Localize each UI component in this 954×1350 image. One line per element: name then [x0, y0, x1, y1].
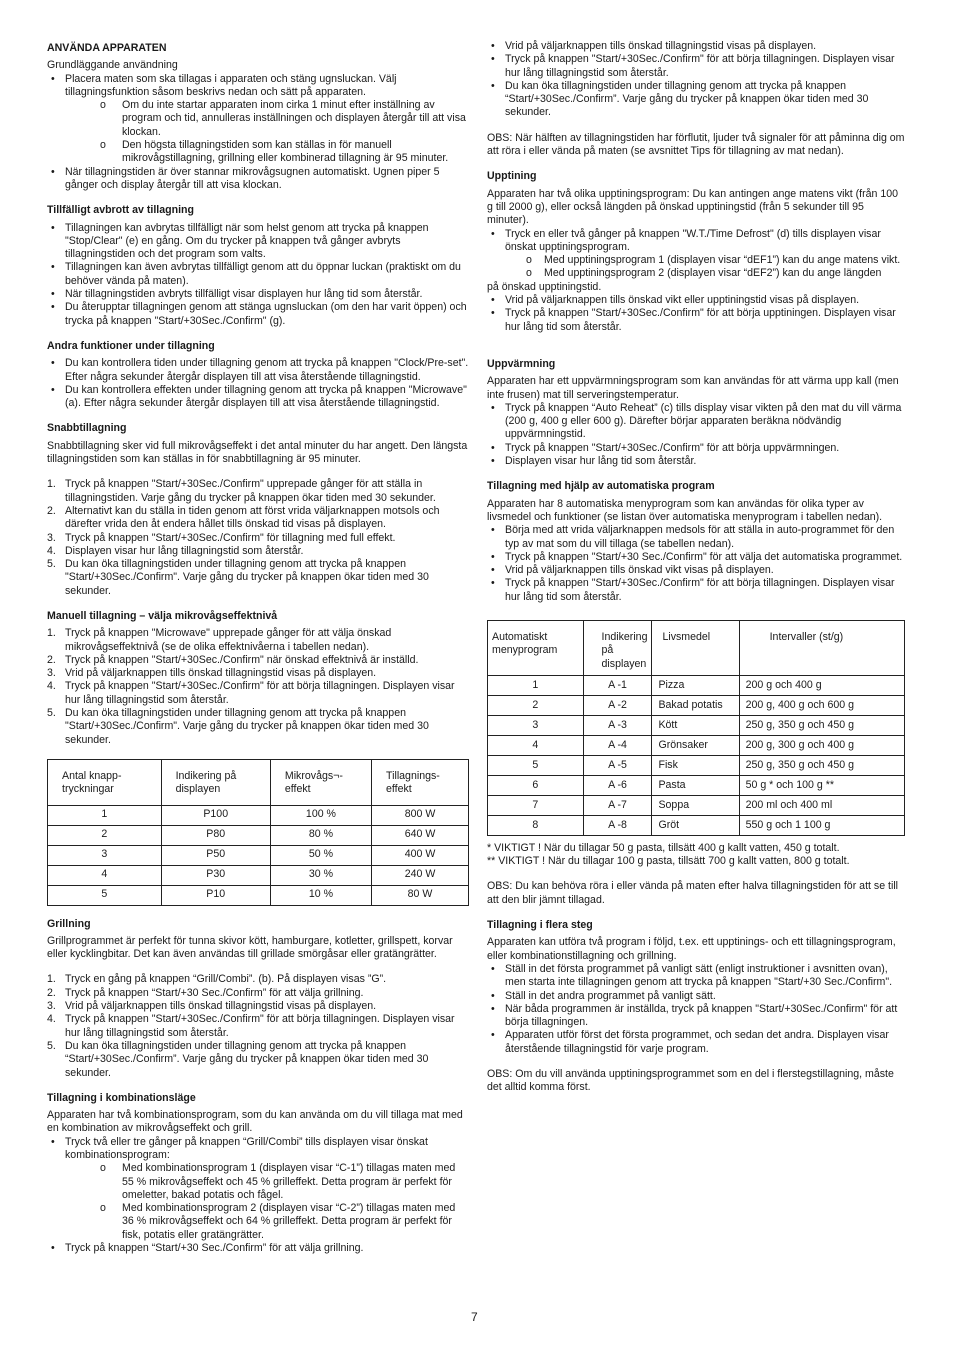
list-item: • Tryck på knappen "Start/+30Sec./Confirm" för att börja tillagningen. Displayen visar hur lång tid som återstår. — [487, 577, 905, 604]
list-item: • Tillagningen kan även avbrytas tillfälligt genom att du öppnar luckan (praktiskt om du behöver vända på maten). — [47, 261, 469, 288]
grill-continued-list — [487, 40, 905, 120]
table-cell: 200 ml och 400 ml — [739, 795, 904, 815]
defrost-continued: på önskad upptiningstid. — [487, 280, 602, 293]
table-cell: 200 g, 300 g och 400 g — [739, 735, 904, 755]
table-cell: A -5 — [583, 755, 652, 775]
table-cell: 4 — [48, 865, 162, 885]
list-item: • Du återupptar tillagningen genom att stänga ugnsluckan (om den har varit öppen) och trycka på knappen "Start/+30Sec./Confirm" (g). — [47, 301, 469, 328]
table-cell: 4 — [488, 735, 584, 755]
step-item: 2. Tryck på knappen “Start/+30 Sec./Confirm” för att välja grillning. — [47, 987, 469, 1000]
step-item: 5. Du kan öka tillagningstiden under tillagning genom att trycka på knappen “Start/+30Sec./Confirm”. Varje gång du trycker på knappen ökar tiden med 30 sekunder. — [47, 1040, 469, 1080]
section-title-combi: Tillagning i kombinationsläge — [47, 1091, 196, 1104]
list-item: • Tryck två eller tre gånger på knappen “Grill/Combi” tills displayen visar önskat kombinationsprogram: o Med kombinationsprogram 1 (displayen visar “C-1”) tillagas maten med 55 % mikrovågseffekt och 45 % grilleffekt. Detta program är perfekt för omeletter, bakad potatis och fågel. o Med kombinationsprogram 2 (displayen visar “C-2”) tillagas maten med 36 % mikrovågseffekt och 64 % grilleffekt. Detta program är perfekt för fisk, potatis eller gratängrätter. — [47, 1136, 469, 1242]
table-cell: 80 % — [270, 825, 371, 845]
table-cell: 3 — [48, 845, 162, 865]
table-cell: Grönsaker — [652, 735, 739, 755]
list-item: • Börja med att vrida väljarknappen medsols för att ställa in auto-programmet för den typ av mat som du vill tillaga (se tabellen nedan). — [487, 524, 905, 551]
table-cell: P30 — [161, 865, 270, 885]
list-item: • Placera maten som ska tillagas i apparaten och stäng ugnsluckan. Välj tillagningsfunktion såsom beskrivs nedan och sätt på apparaten. o Om du inte startar apparaten inom cirka 1 minut efter inställning av program och tid, annulleras inställningen och displayen återgår till att visa klockan. o Den högsta tillagningstiden som kan ställas in för manuell mikrovågstillagning, grillning eller kombinerad tillagning är 95 minuter. — [47, 73, 469, 166]
sub-list — [65, 1162, 469, 1242]
table-cell: P50 — [161, 845, 270, 865]
table-header-row — [48, 759, 469, 805]
sub-list-item: o Med kombinationsprogram 2 (displayen visar “C-2”) tillagas maten med 36 % mikrovågseffekt och 64 % grilleffekt. Detta program är perfekt för fisk, potatis eller gratängrätter. — [65, 1202, 469, 1242]
table-cell: Bakad potatis — [652, 695, 739, 715]
other-functions-list — [47, 357, 469, 410]
table-cell: Pizza — [652, 675, 739, 695]
step-item: 5. Du kan öka tillagningstiden under tillagning genom att trycka på knappen "Start/+30Sec./Confirm". Varje gång du trycker på knappen ökar tiden med 30 sekunder. — [47, 707, 469, 747]
section-title-other: Andra funktioner under tillagning — [47, 339, 215, 352]
table-row — [488, 715, 905, 735]
step-item: 2. Tryck på knappen "Start/+30Sec./Confirm" när önskad effektnivå är inställd. — [47, 654, 469, 667]
interrupt-list — [47, 222, 469, 328]
list-item: • Displayen visar hur lång tid som återstår. — [487, 455, 905, 468]
multi-list — [487, 963, 905, 1056]
section-title-multi: Tillagning i flera steg — [487, 919, 593, 932]
table-cell: A -1 — [583, 675, 652, 695]
list-item: • Apparaten utför först det första programmet, och sedan det andra. Displayen visar återstående tillagningstid för varje program. — [487, 1029, 905, 1056]
step-item: 4. Tryck på knappen "Start/+30Sec./Confirm" för att börja tillagningen. Displayen visar hur lång tillagningstid som återstår. — [47, 1013, 469, 1040]
sub-list-item: o Om du inte startar apparaten inom cirka 1 minut efter inställning av program och tid, annulleras inställningen och displayen återgår till att visa klockan. — [65, 99, 469, 139]
sub-list-item: o Med upptiningsprogram 1 (displayen visar “dEF1”) kan du ange matens vikt. — [505, 254, 905, 267]
table-cell: 1 — [48, 805, 162, 825]
table-cell: 550 g och 1 100 g — [739, 815, 904, 835]
table-cell: 400 W — [372, 845, 469, 865]
table-cell: A -4 — [583, 735, 652, 755]
step-item: 1. Tryck på knappen "Microwave" upprepade gånger för att välja önskad mikrovågseffektnivå (se de olika effektnivåerna i tabellen nedan). — [47, 627, 469, 654]
table-cell: A -8 — [583, 815, 652, 835]
footnote: * VIKTIGT ! När du tillagar 50 g pasta, tillsätt 400 g kallt vatten, 450 g totalt. — [487, 841, 840, 854]
step-item: 1. Tryck en gång på knappen “Grill/Combi”. (b). På displayen visas ”G”. — [47, 973, 469, 986]
manual-steps-list — [47, 627, 469, 747]
defrost-list-2 — [487, 294, 905, 334]
table-header-cell: Tillagnings-effekt — [372, 759, 469, 805]
list-item: • När tillagningstiden är över stannar mikrovågsugnen automatiskt. Ugnen piper 5 gånger och display återgår till att visa klockan. — [47, 166, 469, 193]
page-number: 7 — [471, 1310, 478, 1324]
table-cell: 50 % — [270, 845, 371, 865]
obs-note: OBS: Om du vill använda upptiningsprogrammet som en del i flerstegstillagning, måste det alltid komma först. — [487, 1068, 894, 1094]
combi-list — [47, 1136, 469, 1256]
defrost-intro: Apparaten har två olika upptiningsprogram: Du kan antingen ange matens vikt (från 100 g till 2000 g), eller också längden på önskad upptiningstid (från 5 sekunder till 95 minuter). — [487, 187, 899, 227]
table-row — [488, 675, 905, 695]
table-row — [488, 815, 905, 835]
table-cell: Gröt — [652, 815, 739, 835]
quick-steps-list — [47, 478, 469, 598]
table-cell: P10 — [161, 885, 270, 905]
sub-list — [505, 254, 905, 281]
multi-intro: Apparaten kan utföra två program i följd, t.ex. ett upptinings- och ett tillagningsprogram, eller kombinationstillagning och grillning. — [487, 936, 896, 962]
section-title-auto: Tillagning med hjälp av automatiska program — [487, 480, 715, 493]
list-item: • Vrid på väljarknappen tills önskad vikt eller upptiningstid visas på displayen. — [487, 294, 905, 307]
table-cell: 250 g, 350 g och 450 g — [739, 755, 904, 775]
list-item: • Tryck en eller två gånger på knappen "W.T./Time Defrost" (d) tills displayen visar önskat upptiningsprogram. o Med upptiningsprogram 1 (displayen visar “dEF1”) kan du ange matens vikt. o Med upptiningsprogram 2 (displayen visar “dEF2”) kan du ange längden — [487, 228, 905, 281]
table-cell: 30 % — [270, 865, 371, 885]
table-cell: 200 g och 400 g — [739, 675, 904, 695]
list-item: • Tryck på knappen “Start/+30 Sec./Confirm” för att välja grillning. — [47, 1242, 469, 1255]
table-cell: 10 % — [270, 885, 371, 905]
table-cell: 8 — [488, 815, 584, 835]
table-cell: 80 W — [372, 885, 469, 905]
table-cell: Soppa — [652, 795, 739, 815]
table-cell: 2 — [48, 825, 162, 845]
auto-list — [487, 524, 905, 604]
list-item: • Du kan kontrollera effekten under tillagning genom att trycka på knappen "Microwave" (a). Efter några sekunder återgår displayen till att visa återstående tillagningstid. — [47, 384, 469, 411]
power-level-table — [47, 759, 469, 906]
sub-list — [65, 99, 469, 165]
step-item: 4. Tryck på knappen "Start/+30Sec./Confirm" för att börja tillagningen. Displayen visar hur lång tillagningstid som återstår. — [47, 680, 469, 707]
grill-steps-list — [47, 973, 469, 1079]
section-title-using: ANVÄNDA APPARATEN — [47, 42, 167, 54]
sub-list-item: o Den högsta tillagningstiden som kan ställas in för manuell mikrovågstillagning, grillning eller kombinerad tillagning är 95 minuter. — [65, 139, 469, 166]
list-item: • Tryck på knappen "Start/+30 Sec./Confirm" för att välja det automatiska programmet. — [487, 551, 905, 564]
step-item: 2. Alternativt kan du ställa in tiden genom att först vrida väljarknappen motsols och därefter vrida den åt endera hållet tills önskad tid visas på displayen. — [47, 505, 469, 532]
table-cell: 7 — [488, 795, 584, 815]
left-column — [47, 40, 469, 1255]
table-cell: 640 W — [372, 825, 469, 845]
list-item: • Ställ in det andra programmet på vanligt sätt. — [487, 990, 905, 1003]
reheat-intro: Apparaten har ett uppvärmningsprogram som kan användas för att värma upp kall (men inte frusen) mat till serveringstemperatur. — [487, 375, 899, 401]
section-title-defrost: Upptining — [487, 170, 537, 183]
section-title-quick: Snabbtillagning — [47, 422, 127, 435]
table-header-cell: Indikering på displayen — [583, 620, 652, 675]
section-title-manual: Manuell tillagning – välja mikrovågseffektnivå — [47, 609, 278, 622]
table-row — [488, 775, 905, 795]
list-item: • Vrid på väljarknappen tills önskad vikt visas på displayen. — [487, 564, 905, 577]
table-cell: P80 — [161, 825, 270, 845]
table-header-cell: Intervaller (st/g) — [739, 620, 904, 675]
table-cell: 6 — [488, 775, 584, 795]
list-item: • Tryck på knappen "Start/+30Sec./Confirm" för att börja upptiningen. Displayen visar hur lång tid som återstår. — [487, 307, 905, 334]
table-row — [488, 795, 905, 815]
table-cell: Pasta — [652, 775, 739, 795]
table-cell: 800 W — [372, 805, 469, 825]
sub-list-item: o Med kombinationsprogram 1 (displayen visar “C-1”) tillagas maten med 55 % mikrovågseffekt och 45 % grilleffekt. Detta program är perfekt för omeletter, bakad potatis och fågel. — [65, 1162, 469, 1202]
right-column — [487, 40, 905, 1095]
table-cell: 5 — [48, 885, 162, 905]
list-item: • Du kan kontrollera tiden under tillagning genom att trycka på knappen "Clock/Pre-set". Efter några sekunder återgår displayen till att visa återstående tillagningstid. — [47, 357, 469, 384]
table-cell: A -2 — [583, 695, 652, 715]
table-cell: 50 g * och 100 g ** — [739, 775, 904, 795]
table-header-cell: Automatiskt menyprogram — [488, 620, 584, 675]
step-item: 4. Displayen visar hur lång tillagningstid som återstår. — [47, 545, 469, 558]
table-header-cell: Livsmedel — [652, 620, 739, 675]
table-row — [48, 845, 469, 865]
table-cell: 5 — [488, 755, 584, 775]
section-title-grill: Grillning — [47, 917, 91, 930]
table-cell: 1 — [488, 675, 584, 695]
step-item: 3. Tryck på knappen "Start/+30Sec./Confirm" för tillagning med full effekt. — [47, 532, 469, 545]
list-item: • När tillagningstiden avbryts tillfälligt visar displayen hur lång tid som återstår. — [47, 288, 469, 301]
grill-intro: Grillprogrammet är perfekt för tunna skivor kött, hamburgare, kotletter, grillspett, korvar eller kycklingbitar. Det kan även användas till grillade smörgåsar eller gratängrätter. — [47, 934, 453, 961]
list-item: • Vrid på väljarknappen tills önskad tillagningstid visas på displayen. — [487, 40, 905, 53]
table-cell: 240 W — [372, 865, 469, 885]
combi-intro: Apparaten har två kombinationsprogram, som du kan använda om du vill tillaga mat med en kombination av mikrovågseffekt och grill. — [47, 1109, 463, 1135]
table-cell: 2 — [488, 695, 584, 715]
step-item: 3. Vrid på väljarknappen tills önskad tillagningstid visas på displayen. — [47, 1000, 469, 1013]
footnote: ** VIKTIGT ! När du tillagar 100 g pasta, tillsätt 700 g kallt vatten, 800 g totalt. — [487, 855, 850, 868]
list-item: • Tryck på knappen "Start/+30Sec./Confirm" för att börja uppvärmningen. — [487, 442, 905, 455]
defrost-list — [487, 228, 905, 281]
table-cell: A -3 — [583, 715, 652, 735]
list-item: • När båda programmen är inställda, tryck på knappen "Start/+30Sec./Confirm" för att börja tillagningen. — [487, 1003, 905, 1030]
obs-note: OBS: Du kan behöva röra i eller vända på maten efter halva tillagningstiden för att se till att den blir jämnt tillagad. — [487, 880, 899, 906]
table-cell: P100 — [161, 805, 270, 825]
auto-intro: Apparaten har 8 automatiska menyprogram som kan användas för olika typer av livsmedel och funktioner (se listan över automatiska menyprogram i tabellen nedan). — [487, 497, 883, 523]
section-title-reheat: Uppvärmning — [487, 357, 556, 370]
table-cell: 100 % — [270, 805, 371, 825]
table-row — [488, 735, 905, 755]
step-item: 5. Du kan öka tillagningstiden under tillagning genom att trycka på knappen "Start/+30Sec./Confirm". Varje gång du trycker på knappen ökar tiden med 30 sekunder. — [47, 558, 469, 598]
table-cell: Kött — [652, 715, 739, 735]
table-row — [488, 695, 905, 715]
list-item: • Tryck på knappen "Start/+30Sec./Confirm" för att börja tillagningen. Displayen visar hur lång tillagningstid som återstår. — [487, 53, 905, 80]
section-title-interrupt: Tillfälligt avbrott av tillagning — [47, 204, 194, 217]
table-header-row — [488, 620, 905, 675]
table-cell: 3 — [488, 715, 584, 735]
table-row — [48, 865, 469, 885]
obs-note: OBS: När hälften av tillagningstiden har förflutit, ljuder två signaler för att påminna dig om att röra i eller vända på maten (se avsnittet Tips för tillagning av mat nedan). — [487, 131, 905, 158]
step-item: 3. Vrid på väljarknappen tills önskad tillagningstid visas på displayen. — [47, 667, 469, 680]
list-item: • Tillagningen kan avbrytas tillfälligt när som helst genom att trycka på knappen "Stop/Clear" (e) en gång. Om du trycker på knappen två gånger avbryts tillagningstiden och det program som valts. — [47, 222, 469, 262]
table-cell: 250 g, 350 g och 450 g — [739, 715, 904, 735]
table-row — [48, 885, 469, 905]
list-item: • Du kan öka tillagningstiden under tillagning genom att trycka på knappen “Start/+30Sec./Confirm”. Varje gång du trycker på knappen ökar tiden med 30 sekunder. — [487, 80, 905, 120]
step-item: 1. Tryck på knappen "Start/+30Sec./Confirm" upprepade gånger för att ställa in tillagningstiden. Varje gång du trycker på knappen ökar tiden med 30 sekunder. — [47, 478, 469, 505]
table-row — [48, 805, 469, 825]
sub-list-item: o Med upptiningsprogram 2 (displayen visar “dEF2”) kan du ange längden — [505, 267, 905, 280]
quick-intro: Snabbtillagning sker vid full mikrovågseffekt i det antal minuter du har angett. Den längsta tillagningstiden som kan ställas in för snabbtillagning är 95 minuter. — [47, 439, 468, 466]
table-cell: A -7 — [583, 795, 652, 815]
basic-usage-list — [47, 73, 469, 193]
list-item: • Tryck på knappen “Auto Reheat” (c) tills display visar vikten på den mat du vill värma (200 g, 400 g eller 600 g). Därefter börjar apparaten beräkna nödvändig uppvärmningstid. — [487, 402, 905, 442]
basic-usage-intro: Grundläggande användning — [47, 59, 178, 72]
table-header-cell: Indikering på displayen — [161, 759, 270, 805]
list-item: • Ställ in det första programmet på vanligt sätt (enligt instruktioner i avsnitten ovan), men starta inte tillagningen genom att trycka på knappen "Start/+30 Sec./Confirm". — [487, 963, 905, 990]
reheat-list — [487, 402, 905, 468]
table-row — [488, 755, 905, 775]
table-row — [48, 825, 469, 845]
table-cell: 200 g, 400 g och 600 g — [739, 695, 904, 715]
table-header-cell: Mikrovågs¬-effekt — [270, 759, 371, 805]
table-cell: A -6 — [583, 775, 652, 795]
table-header-cell: Antal knapp-tryckningar — [48, 759, 162, 805]
table-cell: Fisk — [652, 755, 739, 775]
auto-menu-table — [487, 620, 905, 836]
